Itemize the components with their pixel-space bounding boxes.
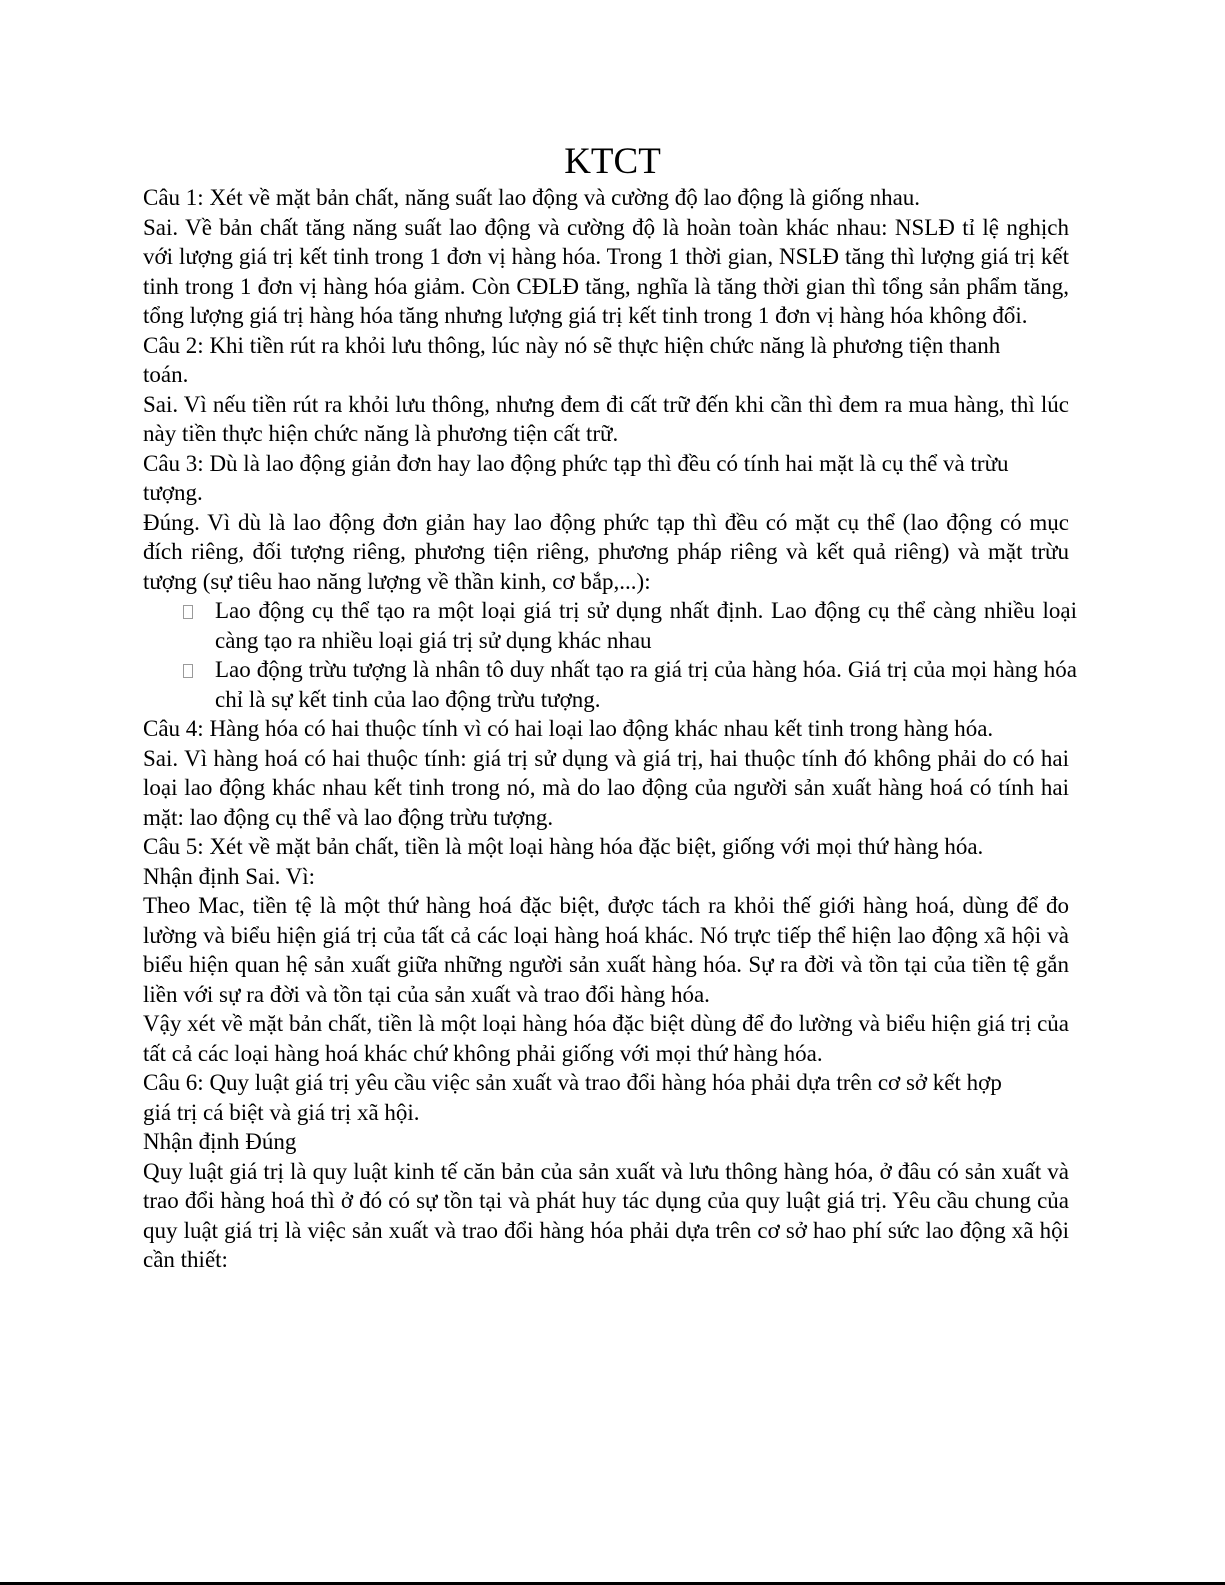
answer-5-explanation: Theo Mac, tiền tệ là một thứ hàng hoá đặc biệt, được tách ra khỏi thế giới hàng hoá, dùng để đo lường và biểu hiện giá trị của tất cả các loại hàng hoá khác. Nó trực tiếp thể hiện lao động xã hội và biểu hiện quan hệ sản xuất giữa những người sản xuất hàng hóa. Sự ra đời và tồn tại của tiền tệ gắn liền với sự ra đời và tồn tại của sản xuất và trao đổi hàng hóa. (143, 893, 1069, 1007)
list-item (143, 596, 1077, 655)
question-5: Câu 5: Xét về mặt bản chất, tiền là một loại hàng hóa đặc biệt, giống với mọi thứ hàng hóa. (143, 834, 984, 859)
list-item (143, 655, 1077, 714)
answer-3: Đúng. Vì dù là lao động đơn giản hay lao động phức tạp thì đều có mặt cụ thể (lao động có mục đích riêng, đối tượng riêng, phương tiện riêng, phương pháp riêng và kết quả riêng) và mặt trừu tượng (sự tiêu hao năng lượng về thần kinh, cơ bắp,...): (143, 509, 1069, 594)
answer-6: Quy luật giá trị là quy luật kinh tế căn bản của sản xuất và lưu thông hàng hóa, ở đâu có sản xuất và trao đổi hàng hoá thì ở đó có sự tồn tại và phát huy tác dụng của quy luật giá trị. Yêu cầu chung của quy luật giá trị là việc sản xuất và trao đổi hàng hóa phải dựa trên cơ sở hao phí sức lao động xã hội cần thiết: (143, 1158, 1069, 1272)
bullet-glyph-icon (183, 605, 193, 619)
bullet-glyph-icon (183, 664, 193, 678)
question-1: Câu 1: Xét về mặt bản chất, năng suất lao động và cường độ lao động là giống nhau. (143, 185, 921, 210)
bullet-text: Lao động cụ thể tạo ra một loại giá trị sử dụng nhất định. Lao động cụ thể càng nhiều loại càng tạo ra nhiều loại giá trị sử dụng khác nhau (215, 598, 1077, 653)
document-body (143, 183, 1077, 1275)
question-2: Câu 2: Khi tiền rút ra khỏi lưu thông, lúc này nó sẽ thực hiện chức năng là phương tiện thanh toán. (143, 332, 1001, 387)
bullet-text: Lao động trừu tượng là nhân tô duy nhất tạo ra giá trị của hàng hóa. Giá trị của mọi hàng hóa chỉ là sự kết tinh của lao động trừu tượng. (215, 657, 1077, 712)
answer-5-conclusion: Vậy xét về mặt bản chất, tiền là một loại hàng hóa đặc biệt dùng để đo lường và biểu hiện giá trị của tất cả các loại hàng hoá khác chứ không phải giống với mọi thứ hàng hóa. (143, 1011, 1069, 1066)
question-4: Câu 4: Hàng hóa có hai thuộc tính vì có hai loại lao động khác nhau kết tinh trong hàng hóa. (143, 716, 994, 741)
answer-3-bullet-list (143, 596, 1077, 714)
question-6: Câu 6: Quy luật giá trị yêu cầu việc sản xuất và trao đổi hàng hóa phải dựa trên cơ sở kết hợp giá trị cá biệt và giá trị xã hội. (143, 1070, 1002, 1125)
question-3: Câu 3: Dù là lao động giản đơn hay lao động phức tạp thì đều có tính hai mặt là cụ thể và trừu tượng. (143, 450, 1009, 505)
verdict-5: Nhận định Sai. Vì: (143, 863, 316, 889)
answer-1: Sai. Về bản chất tăng năng suất lao động và cường độ là hoàn toàn khác nhau: NSLĐ tỉ lệ nghịch với lượng giá trị kết tinh trong 1 đơn vị hàng hóa. Trong 1 thời gian, NSLĐ tăng thì lượng giá trị kết tinh trong 1 đơn vị hàng hóa giảm. Còn CĐLĐ tăng, nghĩa là tăng thời gian thì tổng sản phẩm tăng, tổng lượng giá trị hàng hóa tăng nhưng lượng giá trị kết tinh trong 1 đơn vị hàng hóa không đổi. (143, 214, 1069, 328)
answer-2: Sai. Vì nếu tiền rút ra khỏi lưu thông, nhưng đem đi cất trữ đến khi cần thì đem ra mua hàng, thì lúc này tiền thực hiện chức năng là phương tiện cất trữ. (143, 391, 1069, 446)
verdict-6: Nhận định Đúng (143, 1129, 297, 1154)
answer-4: Sai. Vì hàng hoá có hai thuộc tính: giá trị sử dụng và giá trị, hai thuộc tính đó không phải do có hai loại lao động khác nhau kết tinh trong nó, mà do lao động của người sản xuất hàng hoá có tính hai mặt: lao động cụ thể và lao động trừu tượng. (143, 745, 1069, 830)
document-title: KTCT (564, 141, 661, 182)
